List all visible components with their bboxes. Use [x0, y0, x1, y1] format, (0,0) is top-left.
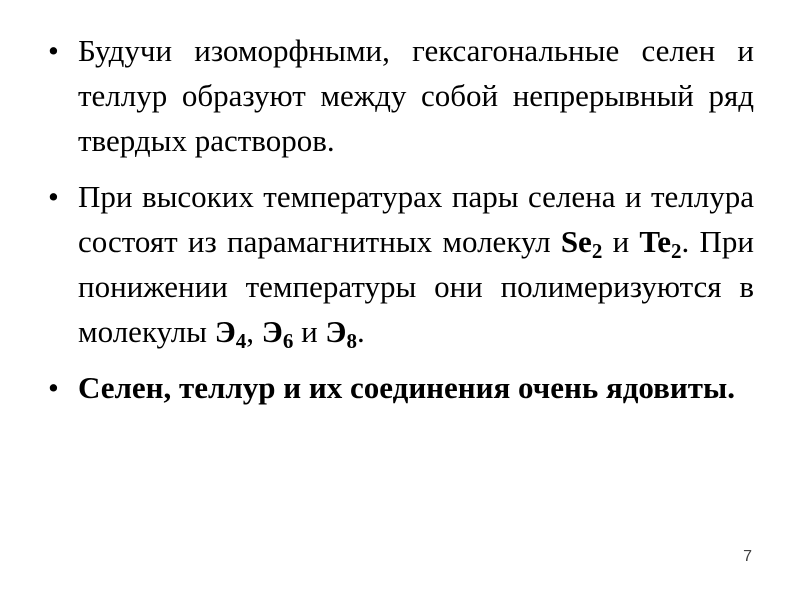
- bullet-text: Будучи изоморфными, гексагональные селен и теллур образуют между собой непрерывный ряд твердых растворов.: [78, 33, 754, 158]
- bullet-item-isomorphism: [48, 28, 754, 163]
- bullet-marker: •: [48, 370, 59, 405]
- text-segment: и: [293, 314, 326, 349]
- bullet-text: [78, 179, 754, 353]
- formula-subscript: 4: [235, 329, 247, 353]
- text-segment: . При понижении температуры они полимеризуются в молекулы: [78, 224, 754, 349]
- text-segment: ,: [246, 314, 262, 349]
- text-segment: При высоких температурах пары селена и теллура состоят из парамагнитных молекул: [78, 179, 754, 259]
- formula-subscript: 2: [591, 239, 603, 263]
- formula-subscript: 2: [671, 239, 682, 263]
- formula-symbol: Te: [639, 224, 672, 259]
- bullet-marker: •: [48, 179, 59, 214]
- formula-e8: [325, 314, 357, 353]
- formula-symbol: Э: [261, 314, 283, 349]
- page-number: 7: [743, 548, 752, 565]
- formula-e4: [214, 314, 247, 353]
- bullet-item-vapor-molecules: [48, 174, 754, 354]
- formula-symbol: Se: [560, 224, 592, 259]
- formula-se2: [560, 224, 603, 263]
- text-segment: и: [602, 224, 640, 259]
- formula-e6: [261, 314, 294, 353]
- bullet-list: [48, 28, 754, 421]
- bullet-text: Селен, теллур и их соединения очень ядовиты.: [78, 370, 735, 405]
- formula-symbol: Э: [325, 314, 347, 349]
- bullet-item-toxicity: [48, 365, 754, 410]
- formula-te2: [639, 224, 682, 263]
- formula-symbol: Э: [214, 314, 236, 349]
- formula-subscript: 8: [346, 329, 357, 353]
- bullet-marker: •: [48, 33, 59, 68]
- formula-subscript: 6: [282, 329, 294, 353]
- text-segment: .: [356, 314, 365, 349]
